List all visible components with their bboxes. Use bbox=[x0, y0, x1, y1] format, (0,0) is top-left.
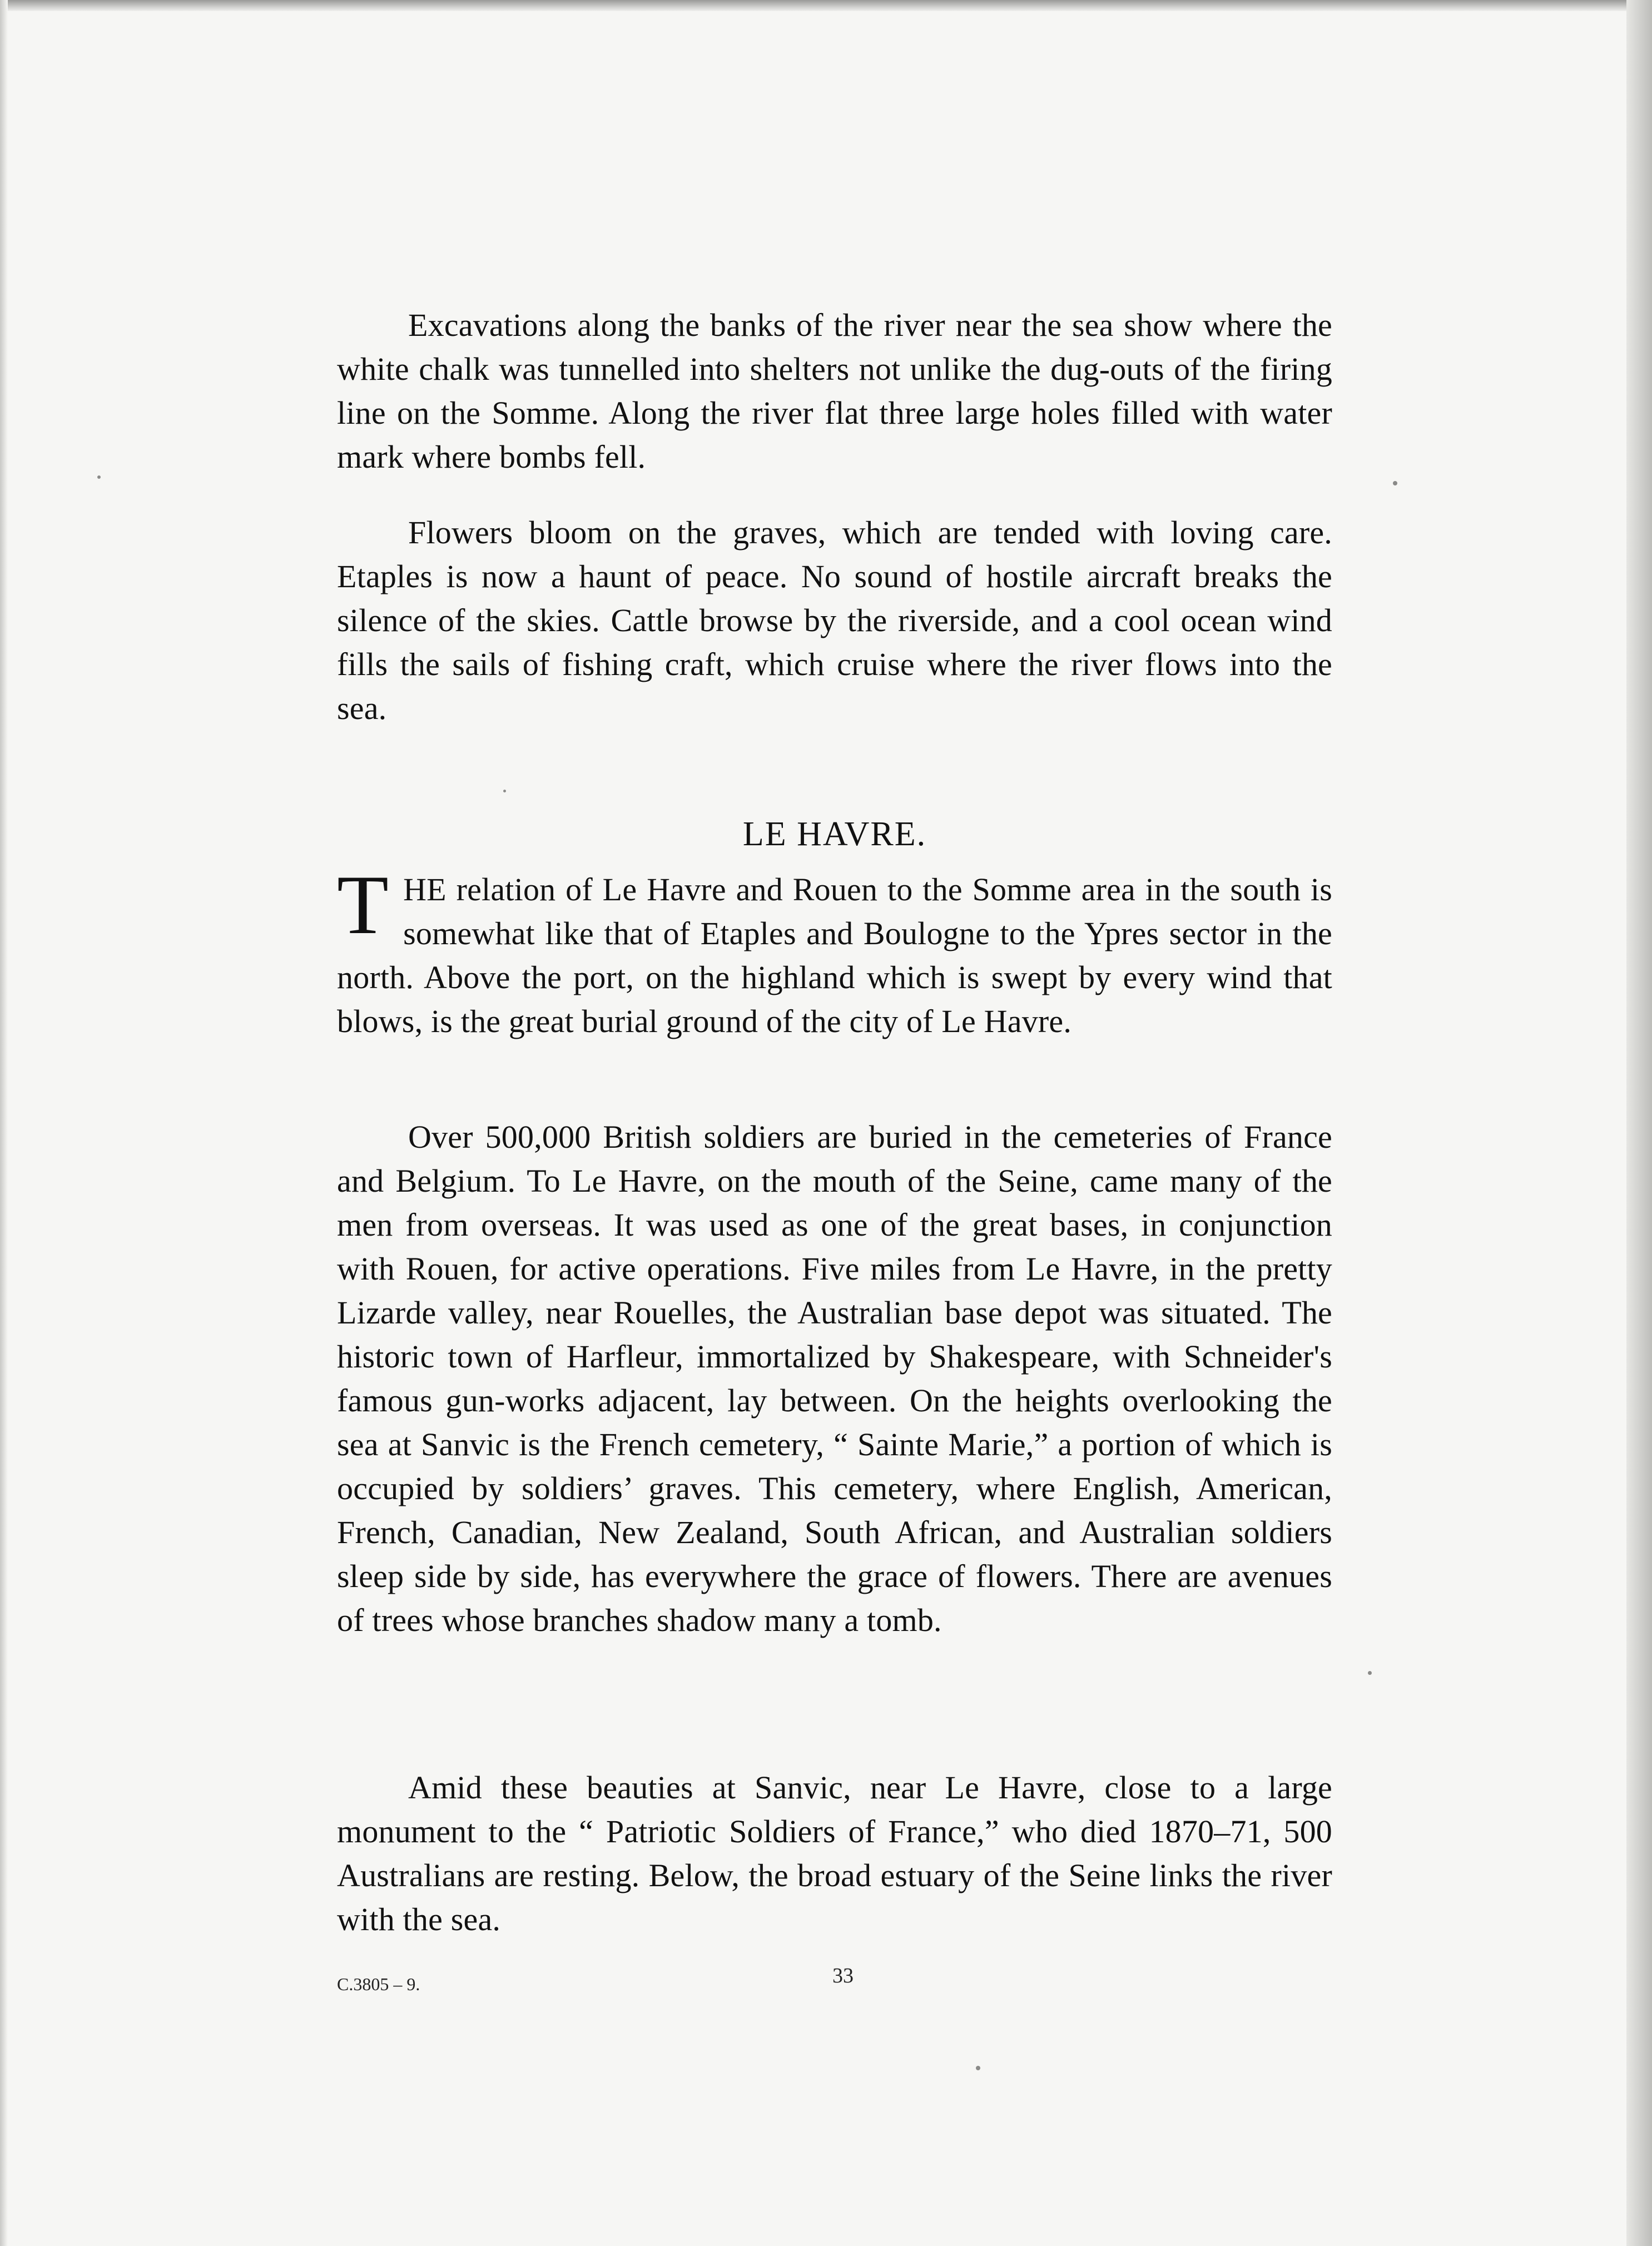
paragraph-text: Flowers bloom on the graves, which are tended with loving care. Etaples is now a haunt of peace. No sound of hostile aircraft breaks the silence of the skies. Cattle browse by the riverside, and a cool ocean wind fills the sails of fishing craft, which cruise where the river flows into the sea. bbox=[337, 514, 1332, 726]
page-left-edge bbox=[0, 0, 8, 2246]
paper-speck bbox=[1368, 1671, 1372, 1675]
paragraph-text: Excavations along the banks of the river near the sea show where the white chalk was tunnelled into shelters not unlike the dug-outs of the firing line on the Somme. Along the river flat three large holes filled with water mark where bombs fell. bbox=[337, 307, 1332, 475]
body-paragraph-excavations bbox=[337, 303, 1332, 479]
page-right-edge bbox=[1626, 0, 1652, 2246]
body-paragraph-sanvic bbox=[337, 1766, 1332, 1941]
paper-speck bbox=[976, 2066, 980, 2070]
paper-speck bbox=[97, 475, 101, 479]
paragraph-text: Amid these beauties at Sanvic, near Le Havre, close to a large monument to the “ Patriotic Soldiers of France,” who died 1870–71, 500 Australians are resting. Below, the broad estuary of the Seine links the river with the sea. bbox=[337, 1769, 1332, 1937]
first-paragraph-text: HE relation of Le Havre and Rouen to the Somme area in the south is somewhat like that of Etaples and Boulogne to the Ypres sector in the north. Above the port, on the highland which is swept by every wind that blows, is the great burial ground of the city of Le Havre. bbox=[337, 871, 1332, 1039]
body-paragraph-flowers bbox=[337, 510, 1332, 730]
paper-speck bbox=[1393, 481, 1397, 485]
printer-code: C.3805 – 9. bbox=[337, 1974, 420, 1994]
page-top-edge bbox=[0, 0, 1652, 11]
section-first-paragraph bbox=[337, 858, 1332, 1043]
paragraph-text: Over 500,000 British soldiers are buried in the cemeteries of France and Belgium. To Le Havre, on the mouth of the Seine, came many of the men from overseas. It was used as one of the great bases, in conjunction with Rouen, for active operations. Five miles from Le Havre, in the pretty Lizarde valley, near Rouelles, the Australian base depot was situated. The historic town of Harfleur, immortalized by Shakespeare, with Schneider's famous gun-works adjacent, lay between. On the heights overlooking the sea at Sanvic is the French cemetery, “ Sainte Marie,” a portion of which is occupied by soldiers’ graves. This cemetery, where English, American, French, Canadian, New Zealand, South African, and Australian soldiers sleep side by side, has everywhere the grace of flowers. There are avenues of trees whose branches shadow many a tomb. bbox=[337, 1119, 1332, 1638]
paper-speck bbox=[503, 790, 506, 792]
page-number: 33 bbox=[832, 1964, 854, 1987]
body-paragraph-cemeteries bbox=[337, 1115, 1332, 1642]
section-heading: LE HAVRE. bbox=[742, 815, 927, 853]
paragraph-text bbox=[337, 858, 1332, 1043]
drop-cap: T bbox=[337, 858, 389, 951]
